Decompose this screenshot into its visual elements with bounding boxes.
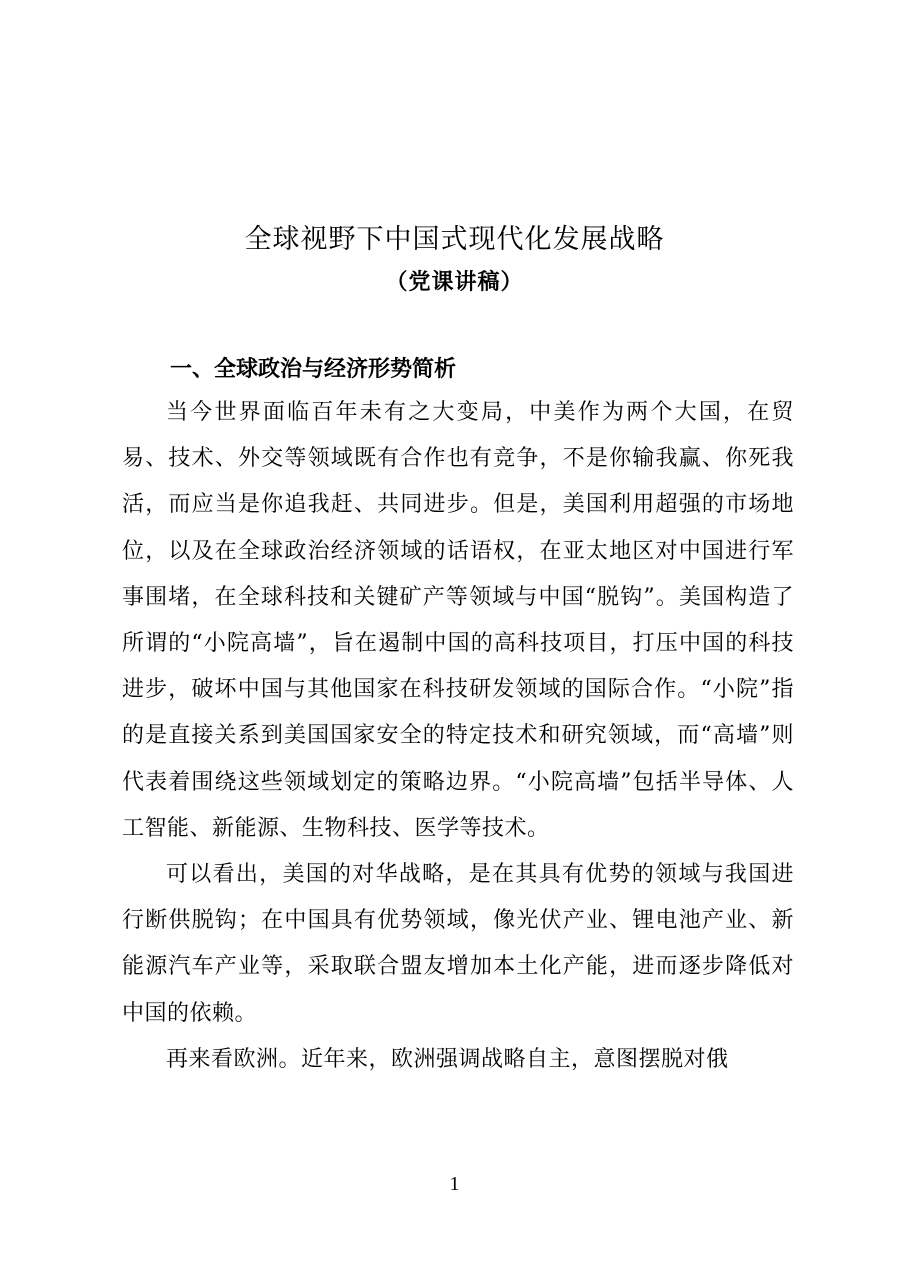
page-number: 1 <box>449 1173 460 1195</box>
document-title: 全球视野下中国式现代化发展战略 <box>244 224 665 255</box>
paragraph: 当今世界面临百年未有之大变局，中美作为两个大国，在贸易、技术、外交等领域既有合作也有竞争，不是你输我赢、你死我活，而应当是你追我赶、共同进步。但是，美国利用超强的市场地位，以及在全球政治经济领域的话语权，在亚太地区对中国进行军事围堵，在全球科技和关键矿产等领域与中国“脱钩”。美国构造了所谓的“小院高墙”，旨在遏制中国的高科技项目，打压中国的科技进步，破坏中国与其他国家在科技研发领域的国际合作。“小院”指的是直接关系到美国国家安全的特定技术和研究领域，而“高墙”则代表着围绕这些领域划定的策略边界。“小院高墙”包括半导体、人工智能、新能源、生物科技、医学等技术。 <box>122 400 794 841</box>
paragraph: 可以看出，美国的对华战略，是在其具有优势的领域与我国进行断供脱钩；在中国具有优势领域，像光伏产业、锂电池产业、新能源汽车产业等，采取联合盟友增加本土化产能，进而逐步降低对中国的依赖。 <box>122 862 794 1026</box>
document-body <box>122 390 794 1083</box>
document-subtitle: （党课讲稿） <box>385 270 524 295</box>
section-heading: 一、全球政治与经济形势简析 <box>170 357 457 382</box>
paragraph: 再来看欧洲。近年来，欧洲强调战略自主，意图摆脱对俄 <box>166 1046 729 1072</box>
